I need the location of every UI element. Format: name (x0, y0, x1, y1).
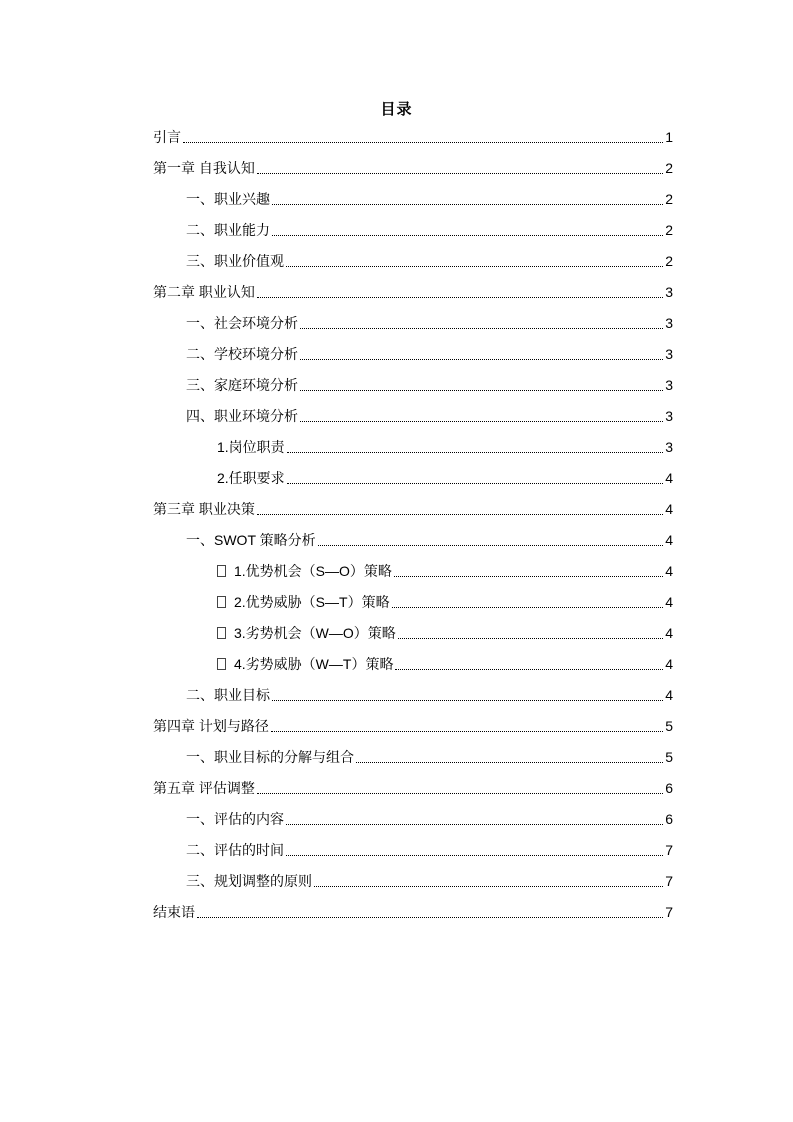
toc-entry-label (217, 556, 392, 587)
dot-leader (356, 761, 663, 763)
toc-entry-page-number: 5 (665, 718, 673, 734)
toc-entry-page-number: 7 (665, 873, 673, 889)
toc-entry-text: 四、职业环境分析 (186, 408, 298, 424)
toc-entry-page-number: 4 (665, 563, 673, 579)
missing-glyph-icon (217, 658, 226, 670)
dot-leader (257, 296, 663, 298)
toc-entry[interactable] (153, 556, 673, 587)
missing-glyph-icon (217, 627, 226, 639)
toc-entry[interactable] (153, 773, 673, 804)
toc-entry[interactable] (153, 897, 673, 928)
toc-entry-page-number: 4 (665, 625, 673, 641)
toc-entry-text: 二、职业能力 (186, 222, 270, 238)
toc-entry-page-number: 6 (665, 811, 673, 827)
toc-entry-label (186, 184, 270, 215)
toc-entry[interactable] (153, 804, 673, 835)
dot-leader (314, 885, 663, 887)
toc-entry-label (186, 215, 270, 246)
dot-leader (272, 699, 663, 701)
dot-leader (318, 544, 663, 546)
dot-leader (392, 606, 663, 608)
dot-leader (183, 141, 663, 143)
toc-entry[interactable] (153, 246, 673, 277)
toc-entry[interactable] (153, 308, 673, 339)
toc-entry-text: 第一章 自我认知 (153, 160, 255, 176)
toc-entry[interactable] (153, 525, 673, 556)
toc-entry-label (153, 494, 255, 525)
toc-entry-page-number: 6 (665, 780, 673, 796)
dot-leader (287, 451, 663, 453)
toc-entry-text: 一、职业目标的分解与组合 (186, 749, 354, 765)
toc-entry-page-number: 2 (665, 160, 673, 176)
dot-leader (257, 513, 663, 515)
dot-leader (197, 916, 663, 918)
toc-entry[interactable] (153, 618, 673, 649)
dot-leader (300, 358, 663, 360)
toc-entry[interactable] (153, 742, 673, 773)
dot-leader (300, 327, 663, 329)
toc-entry[interactable] (153, 153, 673, 184)
toc-entry[interactable] (153, 432, 673, 463)
toc-entry-text: 2.任职要求 (217, 470, 285, 486)
missing-glyph-icon (217, 596, 226, 608)
toc-entry-label (217, 649, 393, 680)
toc-entry-text: 一、职业兴趣 (186, 191, 270, 207)
toc-entry[interactable] (153, 339, 673, 370)
dot-leader (257, 172, 663, 174)
toc-entry-page-number: 3 (665, 346, 673, 362)
toc-entry-label (153, 277, 255, 308)
dot-leader (272, 234, 663, 236)
toc-entry-page-number: 1 (665, 129, 673, 145)
toc-entry[interactable] (153, 680, 673, 711)
toc-entry[interactable] (153, 401, 673, 432)
toc-entry-label (186, 246, 284, 277)
dot-leader (271, 730, 663, 732)
toc-entry-page-number: 4 (665, 501, 673, 517)
toc-entry[interactable] (153, 122, 673, 153)
toc-entry-text: 2.优势威胁（S—T）策略 (234, 594, 390, 610)
toc-entry[interactable] (153, 587, 673, 618)
toc-entry-text: 一、社会环境分析 (186, 315, 298, 331)
toc-entry-label (217, 463, 285, 494)
toc-entry-page-number: 2 (665, 253, 673, 269)
toc-entry-page-number: 3 (665, 284, 673, 300)
toc-entry-text: 第三章 职业决策 (153, 501, 255, 517)
missing-glyph-icon (217, 565, 226, 577)
dot-leader (286, 854, 663, 856)
toc-entry-text: 结束语 (153, 904, 195, 920)
toc-entry-label (186, 339, 298, 370)
toc-entry[interactable] (153, 711, 673, 742)
toc-entry-page-number: 4 (665, 687, 673, 703)
toc-entry-text: 第五章 评估调整 (153, 780, 255, 796)
toc-entry-text: 第四章 计划与路径 (153, 718, 269, 734)
toc-entry-page-number: 3 (665, 377, 673, 393)
toc-entry-page-number: 3 (665, 315, 673, 331)
toc-entry[interactable] (153, 277, 673, 308)
table-of-contents (153, 122, 673, 928)
toc-entry-label (186, 308, 298, 339)
toc-entry-page-number: 4 (665, 532, 673, 548)
dot-leader (272, 203, 663, 205)
toc-entry-text: 二、职业目标 (186, 687, 270, 703)
toc-entry[interactable] (153, 835, 673, 866)
toc-entry[interactable] (153, 184, 673, 215)
toc-entry-page-number: 4 (665, 470, 673, 486)
dot-leader (257, 792, 663, 794)
toc-entry-text: 三、职业价值观 (186, 253, 284, 269)
toc-entry-label (153, 153, 255, 184)
toc-entry-page-number: 4 (665, 656, 673, 672)
toc-entry-text: 二、学校环境分析 (186, 346, 298, 362)
dot-leader (300, 389, 663, 391)
toc-entry-label (186, 742, 354, 773)
dot-leader (287, 482, 663, 484)
toc-entry-label (186, 401, 298, 432)
toc-entry-label (217, 432, 285, 463)
toc-entry[interactable] (153, 370, 673, 401)
toc-entry-page-number: 3 (665, 439, 673, 455)
toc-entry-page-number: 5 (665, 749, 673, 765)
toc-entry-label (153, 773, 255, 804)
dot-leader (398, 637, 663, 639)
toc-entry-text: 4.劣势威胁（W—T）策略 (234, 656, 394, 672)
toc-entry-page-number: 2 (665, 191, 673, 207)
toc-entry-label (153, 122, 181, 153)
toc-entry-label (186, 680, 270, 711)
page-title: 目录 (380, 101, 413, 118)
dot-leader (286, 823, 663, 825)
toc-entry-label (153, 897, 195, 928)
toc-entry-label (153, 711, 269, 742)
toc-entry-label (217, 587, 390, 618)
dot-leader (394, 575, 663, 577)
toc-entry-text: 1.优势机会（S—O）策略 (234, 563, 392, 579)
toc-entry-text: 3.劣势机会（W—O）策略 (234, 625, 396, 641)
dot-leader (286, 265, 663, 267)
toc-entry-text: 一、评估的内容 (186, 811, 284, 827)
toc-entry-text: 二、评估的时间 (186, 842, 284, 858)
toc-entry-text: 一、SWOT 策略分析 (186, 532, 316, 548)
toc-entry-label (186, 835, 284, 866)
toc-entry[interactable] (153, 649, 673, 680)
toc-entry-text: 1.岗位职责 (217, 439, 285, 455)
toc-entry-label (186, 866, 312, 897)
toc-entry-page-number: 4 (665, 594, 673, 610)
toc-entry-label (186, 370, 298, 401)
toc-entry-page-number: 3 (665, 408, 673, 424)
toc-entry[interactable] (153, 494, 673, 525)
toc-entry-label (217, 618, 396, 649)
toc-entry-label (186, 525, 316, 556)
toc-entry-page-number: 7 (665, 904, 673, 920)
dot-leader (300, 420, 663, 422)
toc-entry-page-number: 2 (665, 222, 673, 238)
dot-leader (395, 668, 663, 670)
toc-entry-label (186, 804, 284, 835)
toc-entry-text: 三、家庭环境分析 (186, 377, 298, 393)
toc-entry[interactable] (153, 463, 673, 494)
toc-entry-page-number: 7 (665, 842, 673, 858)
toc-entry-text: 三、规划调整的原则 (186, 873, 312, 889)
toc-entry-text: 引言 (153, 129, 181, 145)
toc-entry-text: 第二章 职业认知 (153, 284, 255, 300)
toc-entry[interactable] (153, 866, 673, 897)
toc-entry[interactable] (153, 215, 673, 246)
